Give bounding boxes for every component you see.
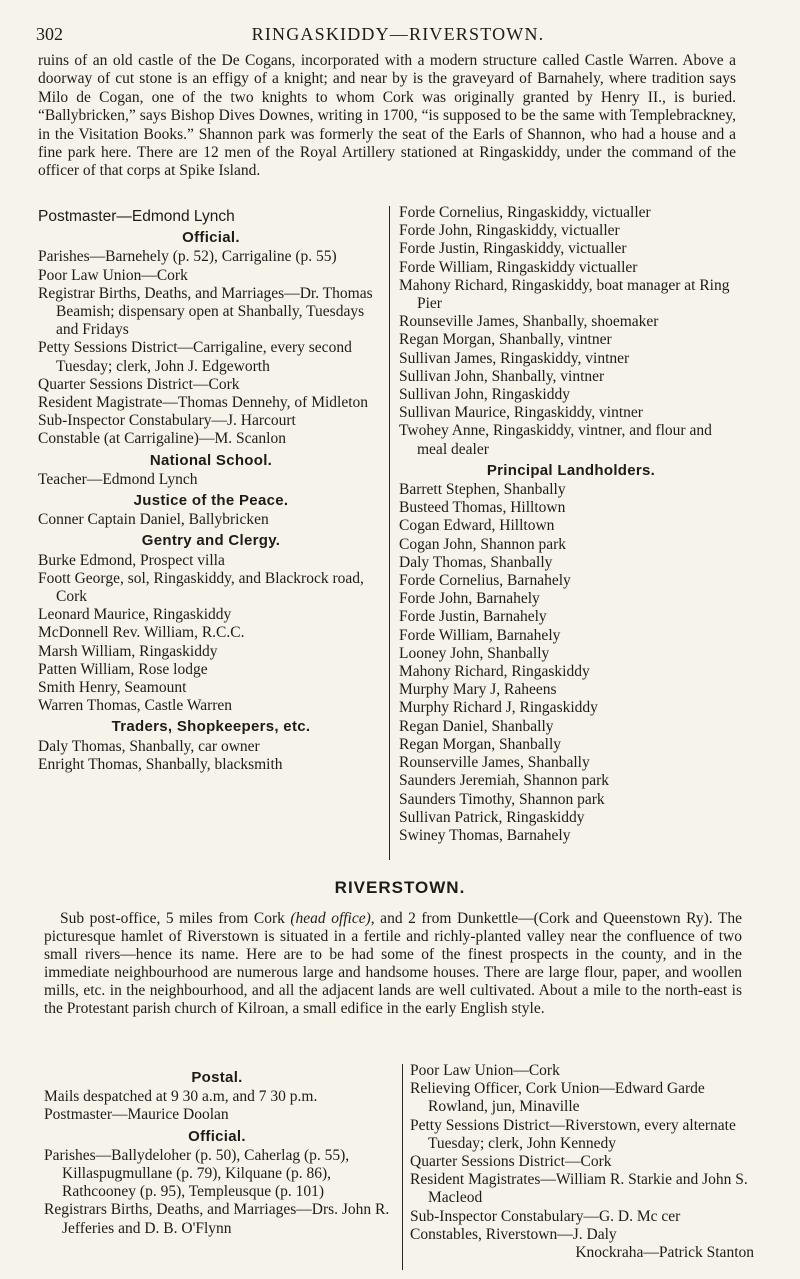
list-item: Saunders Timothy, Shannon park [399, 790, 605, 808]
list-item: Forde William, Barnahely [399, 626, 561, 644]
list-item: Forde William, Ringaskiddy victualler [399, 258, 638, 276]
riverstown-left-column [44, 1066, 390, 1238]
list-item: Marsh William, Ringaskiddy [38, 642, 218, 660]
list-item: Regan Daniel, Shanbally [399, 717, 554, 735]
list-item: Murphy Richard J, Ringaskiddy [399, 699, 598, 717]
list-item: Sullivan Maurice, Ringaskiddy, vintner [399, 404, 643, 422]
list-item: Enright Thomas, Shanbally, blacksmith [38, 755, 283, 773]
official-list [38, 248, 384, 448]
list-item: Resident Magistrates—William R. Starkie and John S. Macleod [410, 1171, 748, 1207]
intro-part-b: , and 2 from Dunkettle—(Cork and Queenstown Ry). The picturesque hamlet of Riverstown is situated in a fertile and richly-planted valley near the confluence of two small rivers—hence its name. Here are to be had some of the finest prospects in the county, and in the immediate neighbourhood are numerous large and handsome houses. There are large flour, paper, and woollen mills, etc. in the neighbourhood, and all the adjacent lands are well cultivated. About a mile to the north-east is the Protestant parish church of Kilroan, a small edifice in the early English style. [44, 910, 742, 1018]
running-title: RINGASKIDDY—RIVERSTOWN. [251, 24, 545, 44]
list-item: Parishes—Barnehely (p. 52), Carrigaline (p. 55) [38, 248, 337, 266]
list-item: Registrar Births, Deaths, and Marriages—Dr. Thomas Beamish; dispensary open at Shanbally, Tuesdays and Fridays [38, 284, 373, 339]
list-item: Twohey Anne, Ringaskiddy, vintner, and flour and meal dealer [399, 422, 712, 458]
traders-list [399, 204, 743, 459]
list-item: Conner Captain Daniel, Ballybricken [38, 511, 269, 529]
list-item: Leonard Maurice, Ringaskiddy [38, 606, 232, 624]
ringaskiddy-left-column [38, 208, 384, 774]
gentry-list [38, 552, 384, 716]
list-item: Petty Sessions District—Riverstown, every alternate Tuesday; clerk, John Kennedy [410, 1116, 736, 1152]
list-item: Mahony Richard, Ringaskiddy, boat manager at Ring Pier [399, 276, 730, 313]
riverstown-title: RIVERSTOWN. [334, 878, 466, 897]
list-item: Smith Henry, Seamount [38, 679, 187, 697]
list-item: Patten William, Rose lodge [38, 660, 208, 678]
list-item: Barrett Stephen, Shanbally [399, 481, 566, 499]
list-item: Regan Morgan, Shanbally [399, 735, 562, 753]
list-item: Daly Thomas, Shanbally, car owner [38, 737, 260, 755]
national-school-heading: National School. [149, 451, 273, 469]
list-item: Resident Magistrate—Thomas Dennehy, of Midleton [38, 394, 369, 412]
list-item: Swiney Thomas, Barnahely [399, 826, 571, 844]
list-item: Sub-Inspector Constabulary—J. Harcourt [38, 412, 296, 430]
list-item: Relieving Officer, Cork Union—Edward Garde Rowland, jun, Minaville [410, 1080, 705, 1116]
column-divider [402, 1064, 403, 1270]
intro-paragraph: ruins of an old castle of the De Cogans, incorporated with a modern structure called Castle Warren. Above a doorway of cut stone is an effigy of a knight; and near by is the graveyard of Barnahely, where tradition says Milo de Cogan, one of the two knights to whom Cork was originally granted by Henry II., is buried. “Ballybricken,” says Bishop Dives Downes, writing in 1700, “is supposed to be the same with Templebrackney, in the Visitation Books.” Shannon park was formerly the seat of the Earls of Shannon, who had a house and a fine park here. There are 12 men of the Royal Artillery stationed at Ringaskiddy, under the command of the officer of that corps at Spike Island. [38, 52, 736, 180]
list-item: Forde Cornelius, Ringaskiddy, victualler [399, 204, 651, 221]
list-item: Sullivan Patrick, Ringaskiddy [399, 808, 585, 826]
list-item: Burke Edmond, Prospect villa [38, 551, 225, 569]
list-item: Constable (at Carrigaline)—M. Scanlon [38, 430, 286, 448]
list-item: Daly Thomas, Shanbally [399, 553, 553, 571]
list-item: Mails despatched at 9 30 a.m, and 7 30 p.m. [44, 1088, 318, 1106]
list-item: Postmaster—Maurice Doolan [44, 1106, 229, 1124]
list-item: Cogan Edward, Hilltown [399, 517, 555, 535]
list-item: Sullivan John, Ringaskiddy [399, 386, 570, 404]
list-item: Rounseville James, Shanbally, shoemaker [399, 313, 659, 331]
list-item: Warren Thomas, Castle Warren [38, 697, 233, 715]
postal-heading: Postal. [191, 1069, 243, 1086]
list-item: Regan Morgan, Shanbally, vintner [399, 331, 612, 349]
riverstown-intro [44, 910, 742, 1019]
riverstown-right-column [410, 1062, 754, 1262]
page-header [36, 22, 760, 48]
list-item: Looney John, Shanbally [399, 644, 550, 662]
intro-head-office: (head office) [290, 910, 371, 927]
list-item: Registrars Births, Deaths, and Marriages—Drs. John R. Jefferies and D. B. O'Flynn [44, 1201, 390, 1237]
postmaster-line: Postmaster—Edmond Lynch [38, 208, 235, 225]
list-item: Sullivan John, Shanbally, vintner [399, 367, 605, 385]
list-item: Parishes—Ballydeloher (p. 50), Caherlag (p. 55), Killaspugmullane (p. 79), Kilquane (p. 86), Rathcooney (p. 95), Templeusque (p. 101) [44, 1146, 350, 1201]
list-item: Murphy Mary J, Raheens [399, 681, 557, 699]
list-item: Busteed Thomas, Hilltown [399, 499, 566, 517]
official-heading: Official. [188, 1127, 246, 1145]
list-item: Constables, Riverstown—J. Daly [410, 1225, 617, 1243]
list-item: McDonnell Rev. William, R.C.C. [38, 624, 245, 642]
list-item: Forde Cornelius, Barnahely [399, 572, 571, 590]
list-item: Petty Sessions District—Carrigaline, every second Tuesday; clerk, John J. Edgeworth [38, 339, 352, 375]
column-divider [389, 206, 390, 860]
list-item: Knockraha—Patrick Stanton [575, 1244, 754, 1262]
list-item: Mahony Richard, Ringaskiddy [399, 663, 590, 681]
list-item: Quarter Sessions District—Cork [410, 1153, 612, 1171]
list-item: Quarter Sessions District—Cork [38, 375, 240, 393]
list-item: Forde John, Barnahely [399, 590, 540, 608]
justice-heading: Justice of the Peace. [133, 492, 289, 510]
list-item: Forde John, Ringaskiddy, victualler [399, 222, 620, 240]
list-item: Forde Justin, Ringaskiddy, victualler [399, 240, 627, 258]
intro-part-a: Sub post-office, 5 miles from Cork [60, 910, 285, 927]
official-heading: Official. [182, 229, 240, 247]
list-item: Cogan John, Shannon park [399, 535, 567, 553]
traders-heading: Traders, Shopkeepers, etc. [111, 718, 311, 736]
list-item: Forde Justin, Barnahely [399, 608, 547, 626]
gentry-heading: Gentry and Clergy. [141, 532, 281, 550]
list-item: Sullivan James, Ringaskiddy, vintner [399, 349, 630, 367]
list-item: Foott George, sol, Ringaskiddy, and Blackrock road, Cork [38, 569, 364, 606]
list-item: Teacher—Edmond Lynch [38, 470, 198, 488]
landholders-list [399, 481, 743, 845]
list-item: Saunders Jeremiah, Shannon park [399, 772, 610, 790]
landholders-heading: Principal Landholders. [486, 461, 656, 479]
list-item: Sub-Inspector Constabulary—G. D. Mc cer [410, 1207, 681, 1225]
list-item: Poor Law Union—Cork [410, 1062, 560, 1079]
list-item: Rounserville James, Shanbally [399, 754, 590, 772]
ringaskiddy-right-column [399, 204, 743, 845]
page-number: 302 [36, 24, 63, 44]
list-item: Poor Law Union—Cork [38, 266, 188, 284]
